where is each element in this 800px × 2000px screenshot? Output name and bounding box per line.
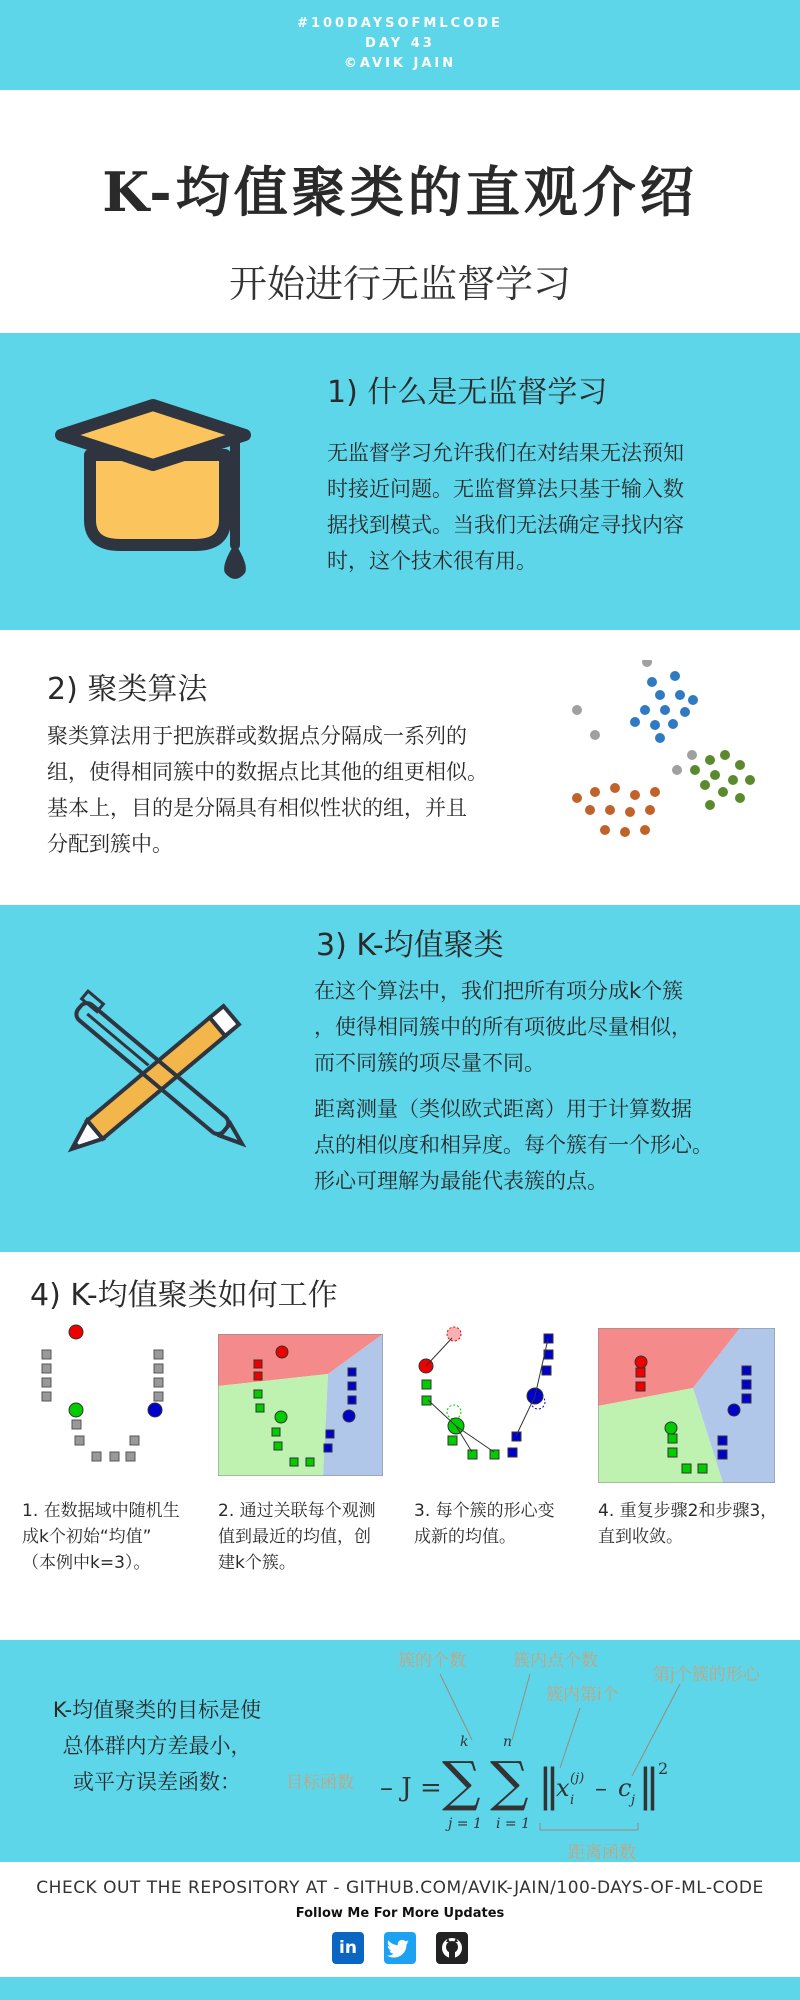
svg-text:x: x <box>556 1774 570 1802</box>
header-banner <box>0 0 800 90</box>
section1-line: 无监督学习允许我们在对结果无法预知 <box>327 441 684 465</box>
objective-line: K-均值聚类的目标是使 <box>52 1698 262 1722</box>
section3-line: 在这个算法中，我们把所有项分成k个簇 <box>314 979 684 1003</box>
step-line: 1. 在数据域中随机生 <box>22 1501 180 1521</box>
svg-text:j = 1: j = 1 <box>448 1816 482 1832</box>
section3-para1 <box>314 973 784 1081</box>
section3-line: ，使得相同簇中的所有项彼此尽量相似， <box>314 1015 692 1039</box>
page-subtitle: 开始进行无监督学习 <box>228 262 571 306</box>
section3-line: 点的相似度和相异度。每个簇有一个形心。 <box>314 1133 713 1157</box>
section1-text <box>327 435 777 579</box>
svg-text:(j): (j) <box>570 1771 585 1786</box>
section-unsupervised <box>0 333 800 630</box>
step4-text <box>598 1498 793 1550</box>
day-label: DAY 43 <box>365 36 435 51</box>
bottom-strip <box>0 1977 800 2000</box>
svg-text:i: i <box>570 1793 575 1808</box>
objective-line: 总体群内方差最小， <box>62 1734 252 1758</box>
graduation-cap-icon <box>45 395 255 585</box>
section3-line: 形心可理解为最能代表簇的点。 <box>314 1169 608 1193</box>
step-line: 成k个初始“均值” <box>22 1527 152 1547</box>
hashtag: #100DAYSOFMLCODE <box>297 16 503 31</box>
step3-text <box>414 1498 589 1550</box>
step-line: （本例中k=3）。 <box>22 1553 151 1573</box>
annotation-objective: 目标函数 <box>286 1773 354 1793</box>
step1-diagram <box>30 1324 190 1474</box>
annotation-num-points: 簇内点个数 <box>513 1651 598 1671</box>
svg-text:k: k <box>460 1734 469 1750</box>
objective-line: 或平方误差函数： <box>73 1770 241 1794</box>
step-line: 直到收敛。 <box>598 1527 683 1547</box>
cluster-scatter-icon <box>565 660 765 860</box>
svg-text:‖: ‖ <box>638 1760 660 1811</box>
section3-heading: 3) K-均值聚类 <box>316 928 504 963</box>
pen-pencil-icon <box>55 975 265 1175</box>
section2-line: 分配到簇中。 <box>47 832 173 856</box>
step4-diagram <box>598 1328 775 1483</box>
author-label: ©AVIK JAIN <box>343 56 457 71</box>
page-title: K-均值聚类的直观介绍 <box>102 160 698 224</box>
section1-heading: 1) 什么是无监督学习 <box>327 375 608 410</box>
svg-text:∑: ∑ <box>442 1750 481 1813</box>
github-icon[interactable] <box>436 1932 468 1964</box>
title-area <box>0 90 800 333</box>
svg-text:2: 2 <box>658 1759 669 1778</box>
section2-text <box>47 718 567 862</box>
step2-text <box>218 1498 393 1576</box>
section4-heading: 4) K-均值聚类如何工作 <box>30 1278 338 1313</box>
footer <box>0 1862 800 1977</box>
objective-formula <box>380 1668 700 1843</box>
section2-line: 基本上，目的是分隔具有相似性状的组，并且 <box>47 796 467 820</box>
section-how-it-works <box>0 1252 800 1640</box>
section-objective <box>0 1640 800 1862</box>
annotation-num-clusters: 簇的个数 <box>398 1651 466 1671</box>
svg-text:–: – <box>595 1774 607 1802</box>
section2-line: 聚类算法用于把族群或数据点分隔成一系列的 <box>47 724 467 748</box>
annotation-distance: 距离函数 <box>568 1843 636 1863</box>
svg-text:c: c <box>618 1774 632 1802</box>
section1-line: 时接近问题。无监督算法只基于输入数 <box>327 477 684 501</box>
section1-line: 据找到模式。当我们无法确定寻找内容 <box>327 513 684 537</box>
svg-text:n: n <box>503 1734 513 1750</box>
step-line: 建k个簇。 <box>218 1553 296 1573</box>
step-line: 3. 每个簇的形心变 <box>414 1501 555 1521</box>
section-clustering <box>0 630 800 905</box>
step-line: 成新的均值。 <box>414 1527 516 1547</box>
repository-link[interactable]: CHECK OUT THE REPOSITORY AT - GITHUB.COM/AVIK-JAIN/100-DAYS-OF-ML-CODE <box>36 1878 764 1898</box>
section1-line: 时，这个技术很有用。 <box>327 549 537 573</box>
svg-text:j: j <box>631 1793 636 1808</box>
follow-label: Follow Me For More Updates <box>295 1906 505 1921</box>
step2-diagram <box>218 1334 383 1476</box>
section2-line: 组，使得相同簇中的数据点比其他的组更相似。 <box>47 760 488 784</box>
section2-heading: 2) 聚类算法 <box>47 672 208 707</box>
svg-text:‖: ‖ <box>538 1760 560 1811</box>
section3-para2 <box>314 1091 784 1199</box>
section3-line: 而不同簇的项尽量不同。 <box>314 1051 545 1075</box>
section-kmeans <box>0 905 800 1252</box>
step-line: 2. 通过关联每个观测 <box>218 1501 376 1521</box>
annotation-case-i: 簇内第i个 <box>546 1685 619 1705</box>
svg-text:∑: ∑ <box>490 1750 529 1813</box>
svg-text:– J =: – J = <box>380 1773 442 1803</box>
step-line: 值到最近的均值，创 <box>218 1527 371 1547</box>
section3-line: 距离测量（类似欧式距离）用于计算数据 <box>314 1097 692 1121</box>
step-line: 4. 重复步骤2和步骤3， <box>598 1501 778 1521</box>
objective-text <box>22 1692 292 1800</box>
step1-text <box>22 1498 197 1576</box>
annotation-centroid-j: 第j个簇的形心 <box>653 1665 760 1685</box>
step3-diagram <box>408 1324 568 1484</box>
twitter-icon[interactable] <box>384 1932 416 1964</box>
svg-text:i = 1: i = 1 <box>496 1816 531 1832</box>
linkedin-icon[interactable]: in <box>332 1932 364 1964</box>
